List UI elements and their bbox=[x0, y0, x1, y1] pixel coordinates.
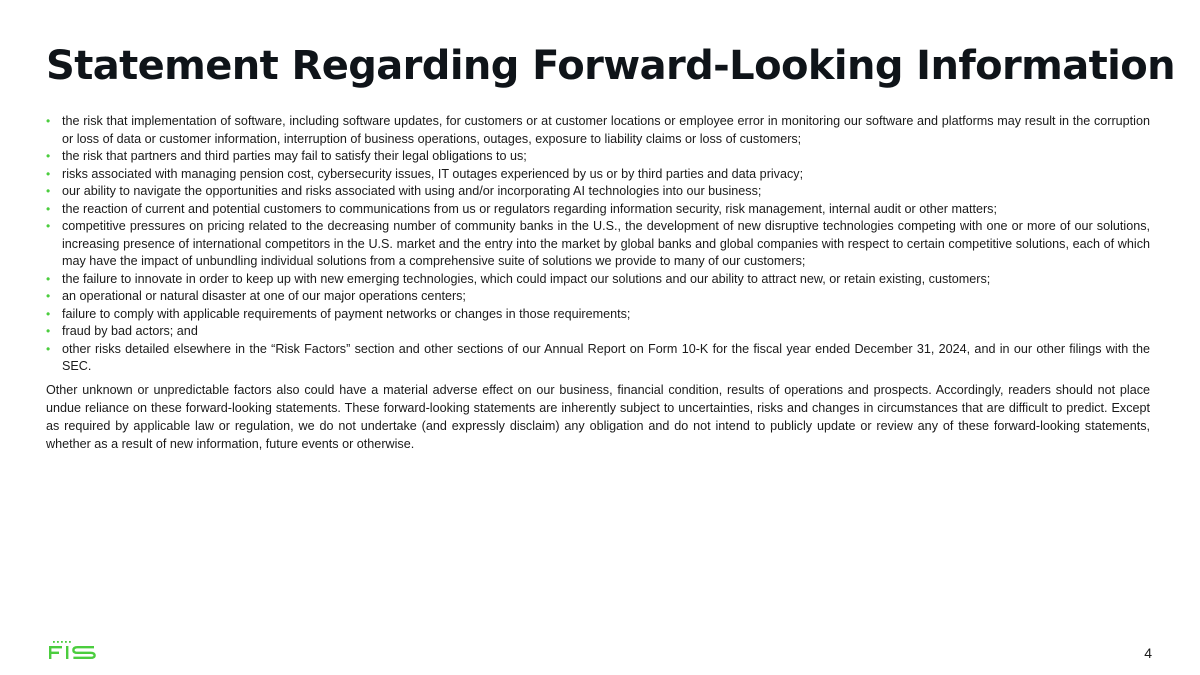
bullet-icon: • bbox=[46, 149, 51, 163]
bullet-icon: • bbox=[46, 184, 51, 198]
bullet-icon: • bbox=[46, 324, 51, 338]
risk-bullet-list bbox=[46, 113, 1150, 376]
list-item bbox=[46, 288, 1150, 306]
list-item bbox=[46, 218, 1150, 271]
list-item bbox=[46, 201, 1150, 219]
slide-content bbox=[46, 113, 1150, 454]
logo-letter-f bbox=[49, 646, 62, 659]
bullet-text: the reaction of current and potential customers to communications from us or regulators regarding information security, risk management, internal audit or other matters; bbox=[62, 201, 997, 216]
list-item bbox=[46, 113, 1150, 148]
bullet-icon: • bbox=[46, 306, 51, 321]
list-item bbox=[46, 183, 1150, 201]
bullet-text: other risks detailed elsewhere in the “Risk Factors” section and other sections of our Annual Report on Form 10-K for the fiscal year ended December 31, 2024, and in our other filings with the SEC. bbox=[62, 341, 1150, 373]
bullet-text: our ability to navigate the opportunities and risks associated with using and/or incorporating AI technologies into our business; bbox=[62, 184, 762, 198]
logo-letter-s bbox=[73, 647, 94, 658]
slide-title: Statement Regarding Forward-Looking Information bbox=[46, 43, 1176, 89]
list-item bbox=[46, 166, 1150, 184]
bullet-text: the risk that implementation of software, including software updates, for customers or at customer locations or employee error in monitoring our software and platforms may result in the corruption or loss of data or customer information, interruption of business operations, outages, exposure to liability claims or loss of customers; bbox=[62, 114, 1150, 146]
list-item bbox=[46, 323, 1150, 341]
bullet-icon: • bbox=[46, 271, 51, 286]
list-item bbox=[46, 341, 1150, 376]
bullet-icon: • bbox=[46, 289, 51, 303]
bullet-text: risks associated with managing pension cost, cybersecurity issues, IT outages experienced by us or by third parties and data privacy; bbox=[62, 166, 804, 181]
closing-paragraph: Other unknown or unpredictable factors also could have a material adverse effect on our business, financial condition, results of operations and prospects. Accordingly, readers should not place undue reliance on these forward-looking statements. These forward-looking statements are inherently subject to uncertainties, risks and changes in circumstances that are difficult to predict. Except as required by applicable law or regulation, we do not undertake (and expressly disclaim) any obligation and do not intend to publicly update or review any of these forward-looking statements, whether as a result of new information, future events or otherwise. bbox=[46, 382, 1150, 452]
bullet-icon: • bbox=[46, 166, 51, 181]
logo-dots bbox=[53, 641, 71, 643]
bullet-text: failure to comply with applicable requirements of payment networks or changes in those requirements; bbox=[62, 306, 631, 321]
bullet-icon: • bbox=[46, 201, 51, 216]
fis-logo-icon bbox=[48, 638, 98, 662]
bullet-icon: • bbox=[46, 341, 51, 356]
bullet-icon: • bbox=[46, 114, 51, 128]
list-item bbox=[46, 306, 1150, 324]
page-number: 4 bbox=[1144, 645, 1152, 661]
logo-letter-i bbox=[66, 646, 68, 659]
list-item bbox=[46, 148, 1150, 166]
bullet-text: the risk that partners and third parties may fail to satisfy their legal obligations to us; bbox=[62, 149, 527, 163]
bullet-text: an operational or natural disaster at one of our major operations centers; bbox=[62, 289, 466, 303]
bullet-text: the failure to innovate in order to keep up with new emerging technologies, which could impact our solutions and our ability to attract new, or retain existing, customers; bbox=[62, 271, 991, 286]
list-item bbox=[46, 271, 1150, 289]
bullet-text: fraud by bad actors; and bbox=[62, 324, 198, 338]
bullet-icon: • bbox=[46, 219, 51, 233]
bullet-text: competitive pressures on pricing related to the decreasing number of community banks in the U.S., the development of new disruptive technologies competing with one or more of our solutions, increasing presence of international competitors in the U.S. market and the entry into the market by global banks and global companies with respect to certain competitive solutions, each of which may have the impact of unbundling individual solutions from a comprehensive suite of solutions we provide to many of our customers; bbox=[62, 219, 1150, 268]
